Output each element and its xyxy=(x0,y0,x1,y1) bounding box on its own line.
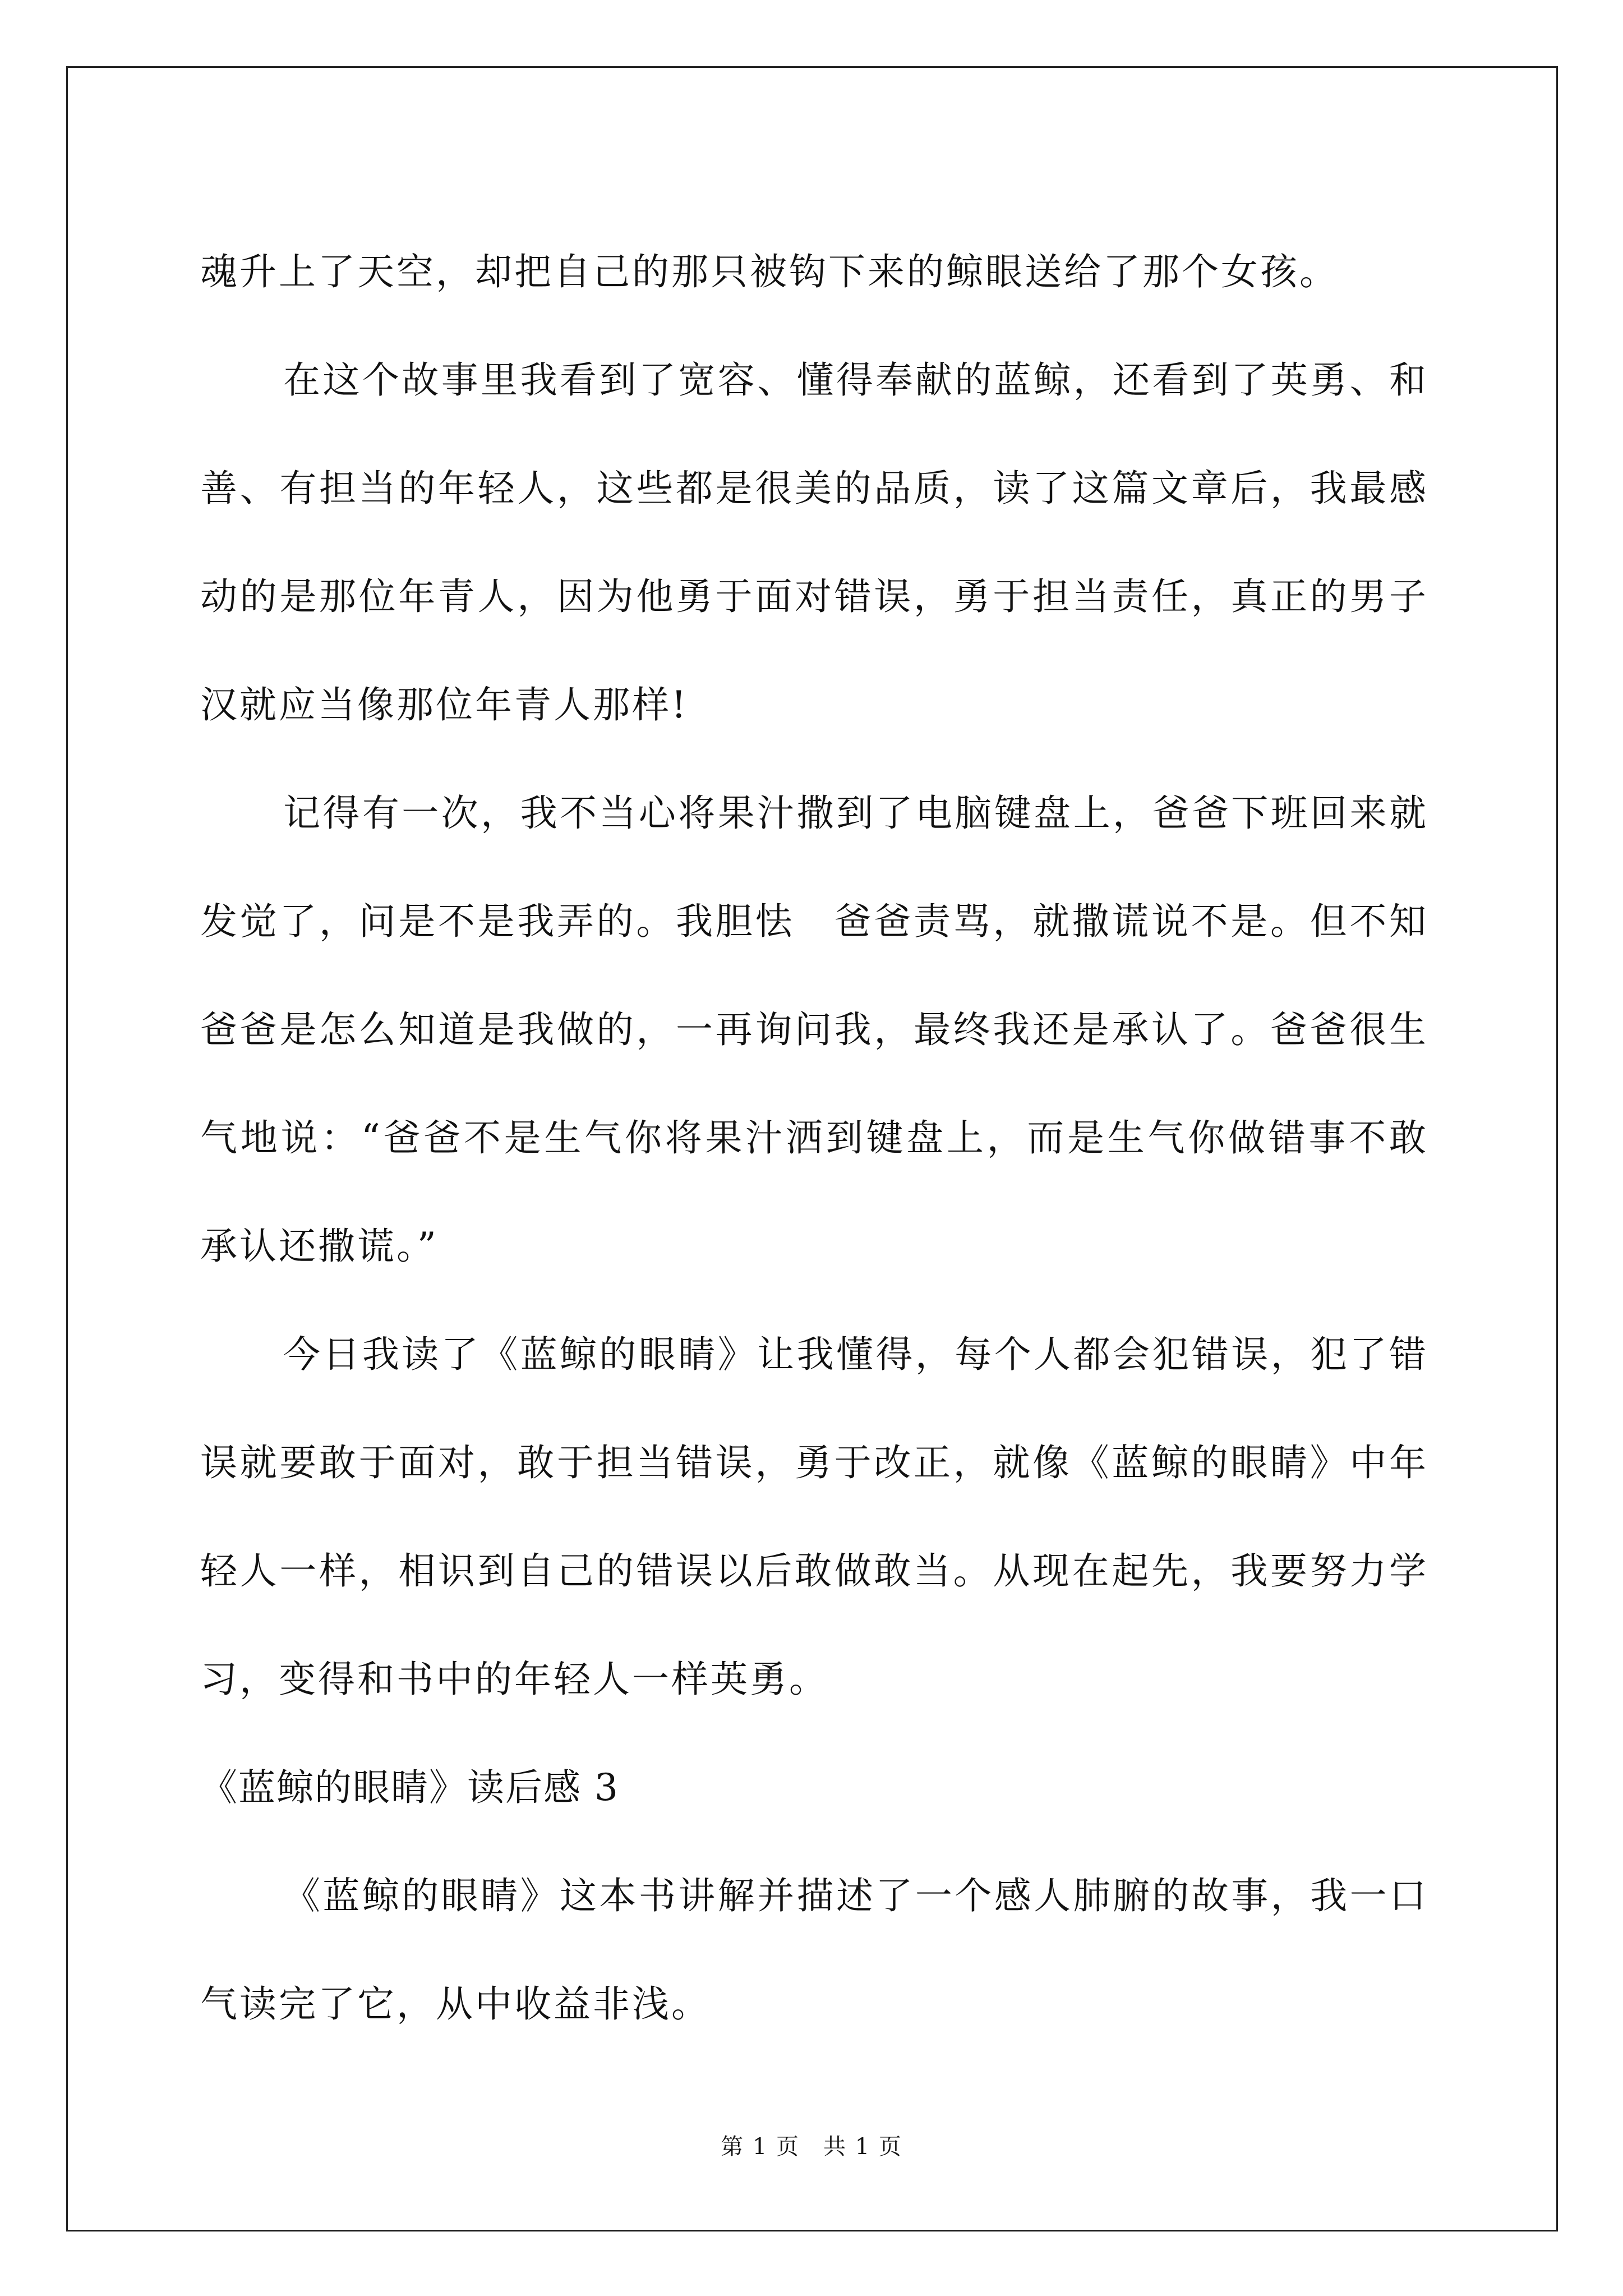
paragraph-4: 今日我读了《蓝鲸的眼睛》让我懂得，每个人都会犯错误，犯了错误就要敢于面对，敢于担当错误，勇于改正，就像《蓝鲸的眼睛》中年轻人一样，相识到自己的错误以后敢做敢当。从现在起先，我要努力学习，变得和书中的年轻人一样英勇。 xyxy=(200,1333,1428,1701)
paragraph-3: 记得有一次，我不当心将果汁撒到了电脑键盘上，爸爸下班回来就发觉了，问是不是我弄的。我胆怯 爸爸责骂，就撒谎说不是。但不知爸爸是怎么知道是我做的，一再询问我，最终我还是承认了。爸爸很生气地说：“爸爸不是生气你将果汁洒到键盘上，而是生气你做错事不敢承认还撒谎。” xyxy=(200,792,1428,1268)
page-footer: 第 1 页 共 1 页 xyxy=(721,2134,902,2160)
paragraph-5: 《蓝鲸的眼睛》这本书讲解并描述了一个感人肺腑的故事，我一口气读完了它，从中收益非浅。 xyxy=(200,1874,1428,2026)
paragraph-2: 在这个故事里我看到了宽容、懂得奉献的蓝鲸，还看到了英勇、和善、有担当的年轻人，这些都是很美的品质，读了这篇文章后，我最感动的是那位年青人，因为他勇于面对错误，勇于担当责任，真正的男子汉就应当像那位年青人那样! xyxy=(200,358,1428,726)
document-body xyxy=(200,218,1428,2058)
section-heading: 《蓝鲸的眼睛》读后感 3 xyxy=(200,1766,619,1809)
paragraph-1: 魂升上了天空，却把自己的那只被钩下来的鲸眼送给了那个女孩。 xyxy=(200,250,1339,293)
